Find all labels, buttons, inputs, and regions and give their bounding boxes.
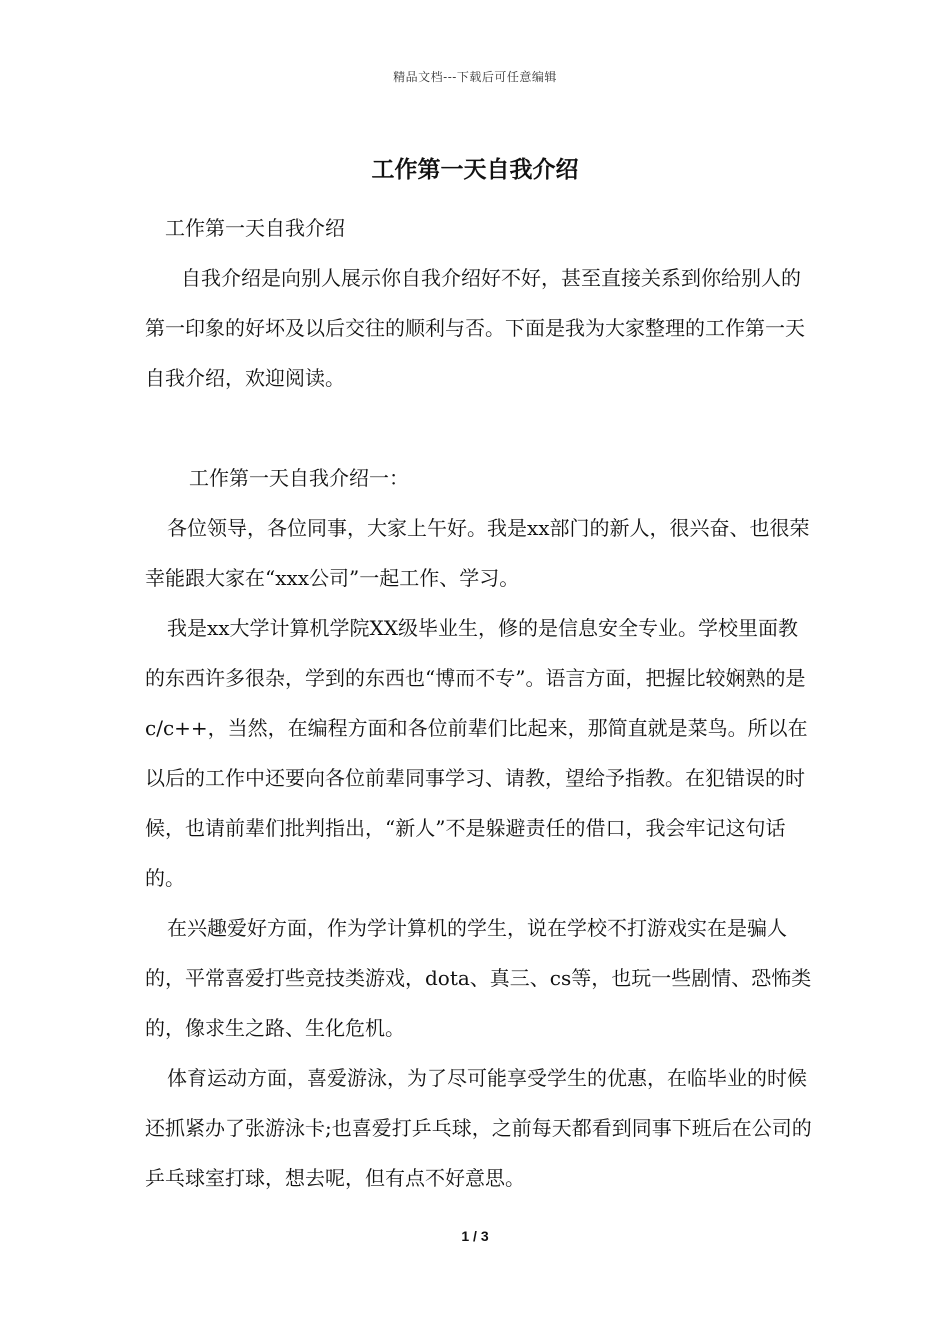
intro-paragraph: 自我介绍是向别人展示你自我介绍好不好，甚至直接关系到你给别人的第一印象的好坏及以后交往的顺利与否。下面是我为大家整理的工作第一天自我介绍，欢迎阅读。: [145, 266, 805, 390]
document-subtitle: 工作第一天自我介绍: [165, 216, 345, 240]
document-body: [145, 203, 815, 1203]
body-paragraph-2: 我是xx大学计算机学院XX级毕业生，修的是信息安全专业。学校里面教的东西许多很杂，学到的东西也“博而不专”。语言方面，把握比较娴熟的是c/c++，当然，在编程方面和各位前辈们比起来，那简直就是菜鸟。所以在以后的工作中还要向各位前辈同事学习、请教，望给予指教。在犯错误的时候，也请前辈们批判指出，“新人”不是躲避责任的借口，我会牢记这句话的。: [145, 616, 808, 890]
body-paragraph-3: 在兴趣爱好方面，作为学计算机的学生，说在学校不打游戏实在是骗人的，平常喜爱打些竞技类游戏，dota、真三、cs等，也玩一些剧情、恐怖类的，像求生之路、生化危机。: [145, 916, 812, 1040]
spacer: [145, 403, 815, 453]
document-title: 工作第一天自我介绍: [371, 156, 579, 183]
section-heading: 工作第一天自我介绍一：: [189, 466, 409, 490]
page-header: 精品文档---下载后可任意编辑: [393, 70, 557, 84]
body-paragraph-1: 各位领导，各位同事，大家上午好。我是xx部门的新人，很兴奋、也很荣幸能跟大家在“xxx公司”一起工作、学习。: [145, 516, 810, 590]
page-indicator: 1 / 3: [461, 1228, 489, 1244]
body-paragraph-4: 体育运动方面，喜爱游泳，为了尽可能享受学生的优惠，在临毕业的时候还抓紧办了张游泳卡;也喜爱打乒乓球，之前每天都看到同事下班后在公司的乒乓球室打球，想去呢，但有点不好意思。: [145, 1066, 812, 1190]
